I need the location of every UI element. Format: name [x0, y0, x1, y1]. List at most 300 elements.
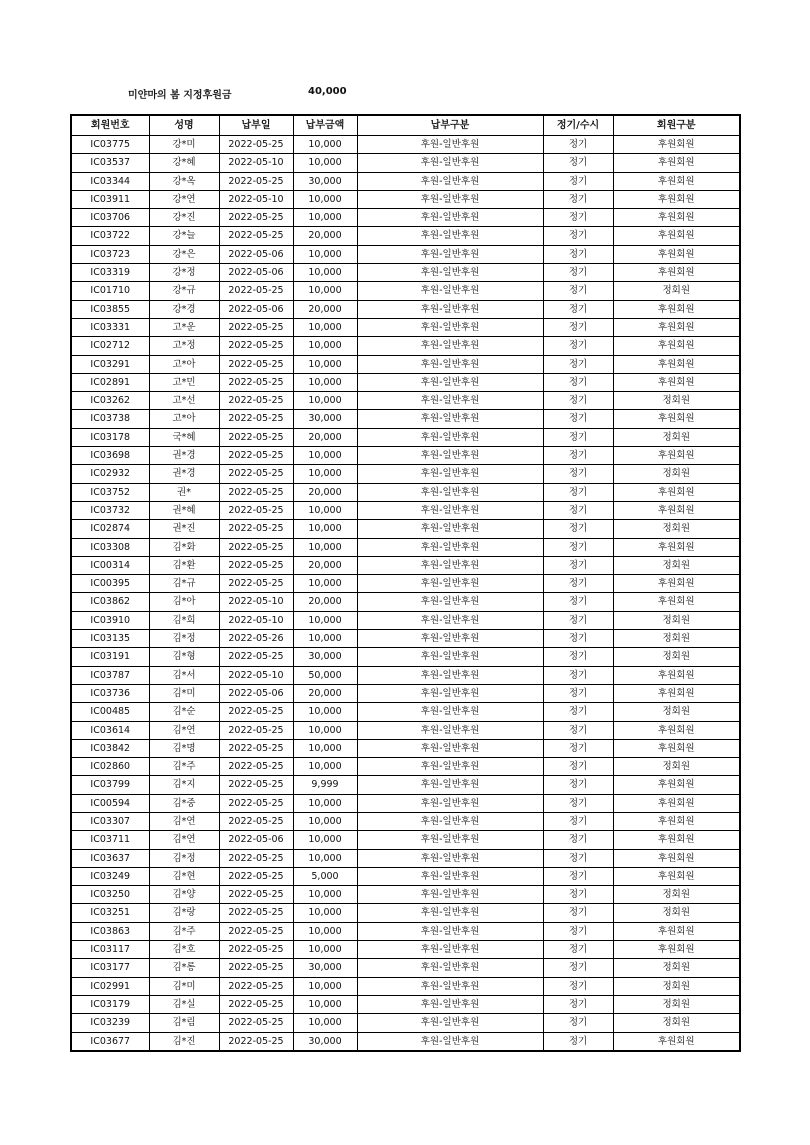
payment-date-cell: 2022-05-25: [219, 867, 293, 885]
amount-cell: 20,000: [293, 556, 357, 574]
frequency-cell: 정기: [543, 483, 613, 501]
frequency-cell: 정기: [543, 520, 613, 538]
name-cell: 김*실: [149, 995, 219, 1013]
member-id-cell: IC02891: [71, 373, 149, 391]
payment-type-cell: 후원-일반후원: [357, 684, 543, 702]
name-cell: 김*아: [149, 593, 219, 611]
member-type-cell: 후원회원: [613, 410, 740, 428]
name-cell: 강*은: [149, 245, 219, 263]
frequency-cell: 정기: [543, 172, 613, 190]
payment-date-cell: 2022-05-10: [219, 190, 293, 208]
frequency-cell: 정기: [543, 501, 613, 519]
name-cell: 권*경: [149, 465, 219, 483]
member-type-cell: 정회원: [613, 1014, 740, 1032]
name-cell: 강*연: [149, 190, 219, 208]
payment-type-cell: 후원-일반후원: [357, 831, 543, 849]
frequency-cell: 정기: [543, 794, 613, 812]
payment-date-cell: 2022-05-25: [219, 721, 293, 739]
frequency-cell: 정기: [543, 575, 613, 593]
table-row: [71, 282, 740, 300]
member-type-cell: 후원회원: [613, 922, 740, 940]
table-row: [71, 1032, 740, 1051]
member-id-cell: IC01710: [71, 282, 149, 300]
payment-type-cell: 후원-일반후원: [357, 264, 543, 282]
frequency-cell: 정기: [543, 684, 613, 702]
payment-date-cell: 2022-05-06: [219, 264, 293, 282]
table-row: [71, 373, 740, 391]
name-cell: 김*현: [149, 867, 219, 885]
frequency-cell: 정기: [543, 447, 613, 465]
name-cell: 김*규: [149, 575, 219, 593]
member-id-cell: IC00395: [71, 575, 149, 593]
table-row: [71, 172, 740, 190]
member-id-cell: IC02860: [71, 758, 149, 776]
frequency-cell: 정기: [543, 831, 613, 849]
frequency-cell: 정기: [543, 392, 613, 410]
payment-date-cell: 2022-05-25: [219, 282, 293, 300]
table-row: [71, 867, 740, 885]
name-cell: 김*명: [149, 739, 219, 757]
table-row: [71, 922, 740, 940]
frequency-cell: 정기: [543, 282, 613, 300]
amount-cell: 20,000: [293, 428, 357, 446]
payment-date-cell: 2022-05-25: [219, 758, 293, 776]
member-id-cell: IC03250: [71, 886, 149, 904]
table-row: [71, 556, 740, 574]
amount-cell: 10,000: [293, 995, 357, 1013]
member-id-cell: IC03732: [71, 501, 149, 519]
table-row: [71, 410, 740, 428]
table-row: [71, 190, 740, 208]
name-cell: 고*민: [149, 373, 219, 391]
member-type-cell: 후원회원: [613, 739, 740, 757]
payment-type-cell: 후원-일반후원: [357, 721, 543, 739]
frequency-cell: 정기: [543, 849, 613, 867]
member-type-cell: 정회원: [613, 282, 740, 300]
payment-type-cell: 후원-일반후원: [357, 794, 543, 812]
payment-type-cell: 후원-일반후원: [357, 703, 543, 721]
member-type-cell: 후원회원: [613, 172, 740, 190]
payment-type-cell: 후원-일반후원: [357, 630, 543, 648]
payment-type-cell: 후원-일반후원: [357, 520, 543, 538]
member-type-cell: 정회원: [613, 465, 740, 483]
amount-cell: 10,000: [293, 611, 357, 629]
payment-date-cell: 2022-05-06: [219, 684, 293, 702]
frequency-cell: 정기: [543, 556, 613, 574]
member-type-cell: 정회원: [613, 556, 740, 574]
name-cell: 강*옥: [149, 172, 219, 190]
table-row: [71, 739, 740, 757]
member-type-cell: 후원회원: [613, 318, 740, 336]
amount-cell: 30,000: [293, 1032, 357, 1051]
amount-cell: 30,000: [293, 648, 357, 666]
payment-type-cell: 후원-일반후원: [357, 538, 543, 556]
member-id-cell: IC03117: [71, 941, 149, 959]
member-id-cell: IC03251: [71, 904, 149, 922]
amount-cell: 10,000: [293, 318, 357, 336]
name-cell: 김*중: [149, 794, 219, 812]
name-cell: 국*혜: [149, 428, 219, 446]
frequency-cell: 정기: [543, 703, 613, 721]
frequency-cell: 정기: [543, 410, 613, 428]
payment-type-cell: 후원-일반후원: [357, 977, 543, 995]
member-type-cell: 후원회원: [613, 190, 740, 208]
member-id-cell: IC03910: [71, 611, 149, 629]
name-cell: 김*형: [149, 648, 219, 666]
frequency-cell: 정기: [543, 666, 613, 684]
payment-type-cell: 후원-일반후원: [357, 1032, 543, 1051]
table-row: [71, 666, 740, 684]
table-row: [71, 337, 740, 355]
member-type-cell: 후원회원: [613, 227, 740, 245]
table-row: [71, 300, 740, 318]
frequency-cell: 정기: [543, 428, 613, 446]
payment-date-cell: 2022-05-25: [219, 1014, 293, 1032]
name-cell: 김*림: [149, 1014, 219, 1032]
payment-type-cell: 후원-일반후원: [357, 959, 543, 977]
frequency-cell: 정기: [543, 959, 613, 977]
amount-cell: 10,000: [293, 501, 357, 519]
name-cell: 김*연: [149, 831, 219, 849]
member-type-cell: 정회원: [613, 959, 740, 977]
amount-cell: 10,000: [293, 812, 357, 830]
table-row: [71, 209, 740, 227]
payment-type-cell: 후원-일반후원: [357, 245, 543, 263]
frequency-cell: 정기: [543, 245, 613, 263]
member-type-cell: 정회원: [613, 904, 740, 922]
member-id-cell: IC03752: [71, 483, 149, 501]
name-cell: 김*순: [149, 703, 219, 721]
name-cell: 김*양: [149, 886, 219, 904]
member-type-cell: 후원회원: [613, 300, 740, 318]
frequency-cell: 정기: [543, 867, 613, 885]
table-row: [71, 959, 740, 977]
frequency-cell: 정기: [543, 904, 613, 922]
payment-type-cell: 후원-일반후원: [357, 483, 543, 501]
amount-cell: 10,000: [293, 447, 357, 465]
member-id-cell: IC03291: [71, 355, 149, 373]
amount-cell: 10,000: [293, 392, 357, 410]
member-id-cell: IC03862: [71, 593, 149, 611]
column-header-payment-date: 납부일: [219, 115, 293, 136]
payment-type-cell: 후원-일반후원: [357, 593, 543, 611]
amount-cell: 10,000: [293, 941, 357, 959]
member-id-cell: IC03799: [71, 776, 149, 794]
frequency-cell: 정기: [543, 264, 613, 282]
payment-date-cell: 2022-05-25: [219, 209, 293, 227]
member-type-cell: 후원회원: [613, 264, 740, 282]
payment-type-cell: 후원-일반후원: [357, 556, 543, 574]
payment-type-cell: 후원-일반후원: [357, 941, 543, 959]
member-id-cell: IC03711: [71, 831, 149, 849]
member-type-cell: 정회원: [613, 977, 740, 995]
payment-date-cell: 2022-05-25: [219, 520, 293, 538]
amount-cell: 10,000: [293, 282, 357, 300]
payment-date-cell: 2022-05-06: [219, 831, 293, 849]
amount-cell: 50,000: [293, 666, 357, 684]
amount-cell: 10,000: [293, 977, 357, 995]
frequency-cell: 정기: [543, 337, 613, 355]
member-type-cell: 정회원: [613, 758, 740, 776]
payment-date-cell: 2022-05-06: [219, 245, 293, 263]
member-type-cell: 후원회원: [613, 483, 740, 501]
table-row: [71, 355, 740, 373]
table-row: [71, 245, 740, 263]
name-cell: 김*롱: [149, 959, 219, 977]
member-id-cell: IC03135: [71, 630, 149, 648]
frequency-cell: 정기: [543, 812, 613, 830]
header-row: [71, 115, 740, 136]
member-type-cell: 후원회원: [613, 593, 740, 611]
frequency-cell: 정기: [543, 300, 613, 318]
amount-cell: 5,000: [293, 867, 357, 885]
table-row: [71, 593, 740, 611]
amount-cell: 10,000: [293, 849, 357, 867]
payment-date-cell: 2022-05-25: [219, 941, 293, 959]
member-type-cell: 정회원: [613, 520, 740, 538]
name-cell: 김*호: [149, 941, 219, 959]
amount-cell: 10,000: [293, 794, 357, 812]
payment-date-cell: 2022-05-06: [219, 300, 293, 318]
frequency-cell: 정기: [543, 136, 613, 154]
frequency-cell: 정기: [543, 1014, 613, 1032]
payment-date-cell: 2022-05-25: [219, 447, 293, 465]
member-id-cell: IC03307: [71, 812, 149, 830]
table-row: [71, 721, 740, 739]
member-id-cell: IC02932: [71, 465, 149, 483]
member-id-cell: IC03178: [71, 428, 149, 446]
payment-date-cell: 2022-05-26: [219, 630, 293, 648]
member-type-cell: 정회원: [613, 886, 740, 904]
payment-type-cell: 후원-일반후원: [357, 190, 543, 208]
frequency-cell: 정기: [543, 318, 613, 336]
amount-cell: 20,000: [293, 300, 357, 318]
amount-cell: 10,000: [293, 520, 357, 538]
payment-date-cell: 2022-05-25: [219, 227, 293, 245]
name-cell: 김*서: [149, 666, 219, 684]
member-type-cell: 후원회원: [613, 154, 740, 172]
table-row: [71, 977, 740, 995]
member-id-cell: IC03537: [71, 154, 149, 172]
payment-type-cell: 후원-일반후원: [357, 611, 543, 629]
table-row: [71, 392, 740, 410]
amount-cell: 20,000: [293, 593, 357, 611]
name-cell: 김*주: [149, 758, 219, 776]
table-body: [71, 136, 740, 1051]
member-id-cell: IC03855: [71, 300, 149, 318]
member-id-cell: IC03308: [71, 538, 149, 556]
name-cell: 김*환: [149, 556, 219, 574]
table-row: [71, 758, 740, 776]
payment-type-cell: 후원-일반후원: [357, 867, 543, 885]
payment-date-cell: 2022-05-25: [219, 465, 293, 483]
frequency-cell: 정기: [543, 1032, 613, 1051]
amount-cell: 10,000: [293, 190, 357, 208]
column-header-member-id: 회원번호: [71, 115, 149, 136]
member-id-cell: IC03775: [71, 136, 149, 154]
payment-type-cell: 후원-일반후원: [357, 648, 543, 666]
payment-date-cell: 2022-05-25: [219, 337, 293, 355]
document-title: 미얀마의 봄 지정후원금: [128, 90, 232, 101]
payment-date-cell: 2022-05-25: [219, 575, 293, 593]
payment-date-cell: 2022-05-25: [219, 501, 293, 519]
name-cell: 권*경: [149, 447, 219, 465]
amount-cell: 10,000: [293, 758, 357, 776]
payment-type-cell: 후원-일반후원: [357, 739, 543, 757]
member-id-cell: IC03736: [71, 684, 149, 702]
frequency-cell: 정기: [543, 209, 613, 227]
payment-date-cell: 2022-05-25: [219, 703, 293, 721]
member-id-cell: IC03723: [71, 245, 149, 263]
table-row: [71, 1014, 740, 1032]
payment-date-cell: 2022-05-25: [219, 483, 293, 501]
name-cell: 김*지: [149, 776, 219, 794]
member-type-cell: 후원회원: [613, 245, 740, 263]
member-type-cell: 후원회원: [613, 776, 740, 794]
payment-type-cell: 후원-일반후원: [357, 1014, 543, 1032]
member-type-cell: 후원회원: [613, 447, 740, 465]
member-type-cell: 후원회원: [613, 849, 740, 867]
frequency-cell: 정기: [543, 739, 613, 757]
member-id-cell: IC03177: [71, 959, 149, 977]
frequency-cell: 정기: [543, 154, 613, 172]
name-cell: 강*혜: [149, 154, 219, 172]
table-row: [71, 684, 740, 702]
amount-cell: 10,000: [293, 703, 357, 721]
name-cell: 고*아: [149, 355, 219, 373]
payment-date-cell: 2022-05-25: [219, 776, 293, 794]
name-cell: 강*경: [149, 300, 219, 318]
payment-type-cell: 후원-일반후원: [357, 154, 543, 172]
name-cell: 김*화: [149, 538, 219, 556]
member-type-cell: 정회원: [613, 648, 740, 666]
member-type-cell: 정회원: [613, 703, 740, 721]
table-row: [71, 575, 740, 593]
name-cell: 권*진: [149, 520, 219, 538]
payment-type-cell: 후원-일반후원: [357, 410, 543, 428]
frequency-cell: 정기: [543, 190, 613, 208]
payment-date-cell: 2022-05-25: [219, 995, 293, 1013]
payment-date-cell: 2022-05-25: [219, 172, 293, 190]
name-cell: 고*아: [149, 410, 219, 428]
payment-date-cell: 2022-05-25: [219, 410, 293, 428]
payment-date-cell: 2022-05-25: [219, 977, 293, 995]
member-id-cell: IC03344: [71, 172, 149, 190]
amount-cell: 30,000: [293, 410, 357, 428]
member-type-cell: 후원회원: [613, 209, 740, 227]
amount-cell: 10,000: [293, 337, 357, 355]
amount-cell: 10,000: [293, 721, 357, 739]
payment-date-cell: 2022-05-25: [219, 886, 293, 904]
amount-cell: 20,000: [293, 483, 357, 501]
table-header: [71, 115, 740, 136]
payment-date-cell: 2022-05-25: [219, 538, 293, 556]
table-row: [71, 630, 740, 648]
amount-cell: 20,000: [293, 227, 357, 245]
payment-type-cell: 후원-일반후원: [357, 373, 543, 391]
member-type-cell: 후원회원: [613, 373, 740, 391]
amount-cell: 10,000: [293, 1014, 357, 1032]
frequency-cell: 정기: [543, 941, 613, 959]
payment-date-cell: 2022-05-25: [219, 922, 293, 940]
frequency-cell: 정기: [543, 886, 613, 904]
payment-date-cell: 2022-05-25: [219, 1032, 293, 1051]
name-cell: 고*정: [149, 337, 219, 355]
frequency-cell: 정기: [543, 721, 613, 739]
table-row: [71, 648, 740, 666]
payment-date-cell: 2022-05-25: [219, 794, 293, 812]
member-id-cell: IC03722: [71, 227, 149, 245]
payment-type-cell: 후원-일반후원: [357, 922, 543, 940]
table-row: [71, 538, 740, 556]
frequency-cell: 정기: [543, 227, 613, 245]
member-id-cell: IC03698: [71, 447, 149, 465]
table-row: [71, 904, 740, 922]
name-cell: 김*주: [149, 922, 219, 940]
member-type-cell: 후원회원: [613, 941, 740, 959]
amount-cell: 30,000: [293, 172, 357, 190]
name-cell: 김*랑: [149, 904, 219, 922]
table-row: [71, 447, 740, 465]
member-id-cell: IC03637: [71, 849, 149, 867]
member-type-cell: 정회원: [613, 428, 740, 446]
name-cell: 김*연: [149, 721, 219, 739]
name-cell: 강*규: [149, 282, 219, 300]
member-id-cell: IC03239: [71, 1014, 149, 1032]
frequency-cell: 정기: [543, 648, 613, 666]
payment-date-cell: 2022-05-25: [219, 648, 293, 666]
name-cell: 김*연: [149, 812, 219, 830]
member-id-cell: IC03262: [71, 392, 149, 410]
member-id-cell: IC03191: [71, 648, 149, 666]
payment-type-cell: 후원-일반후원: [357, 392, 543, 410]
member-id-cell: IC03863: [71, 922, 149, 940]
payment-type-cell: 후원-일반후원: [357, 758, 543, 776]
amount-cell: 10,000: [293, 136, 357, 154]
payment-type-cell: 후원-일반후원: [357, 318, 543, 336]
frequency-cell: 정기: [543, 538, 613, 556]
payment-type-cell: 후원-일반후원: [357, 447, 543, 465]
amount-cell: 10,000: [293, 904, 357, 922]
column-header-amount: 납부금액: [293, 115, 357, 136]
payment-type-cell: 후원-일반후원: [357, 886, 543, 904]
member-id-cell: IC03677: [71, 1032, 149, 1051]
table-row: [71, 812, 740, 830]
column-header-frequency: 정기/수시: [543, 115, 613, 136]
member-id-cell: IC03842: [71, 739, 149, 757]
payment-date-cell: 2022-05-25: [219, 904, 293, 922]
column-header-payment-type: 납부구분: [357, 115, 543, 136]
name-cell: 고*운: [149, 318, 219, 336]
name-cell: 강*진: [149, 209, 219, 227]
frequency-cell: 정기: [543, 995, 613, 1013]
payment-date-cell: 2022-05-25: [219, 373, 293, 391]
member-type-cell: 후원회원: [613, 812, 740, 830]
table-row: [71, 520, 740, 538]
name-cell: 고*선: [149, 392, 219, 410]
member-type-cell: 후원회원: [613, 538, 740, 556]
amount-cell: 20,000: [293, 684, 357, 702]
member-id-cell: IC03331: [71, 318, 149, 336]
amount-cell: 10,000: [293, 922, 357, 940]
member-type-cell: 정회원: [613, 611, 740, 629]
table-row: [71, 136, 740, 154]
frequency-cell: 정기: [543, 630, 613, 648]
table-row: [71, 611, 740, 629]
member-type-cell: 후원회원: [613, 136, 740, 154]
name-cell: 강*늘: [149, 227, 219, 245]
table-row: [71, 483, 740, 501]
